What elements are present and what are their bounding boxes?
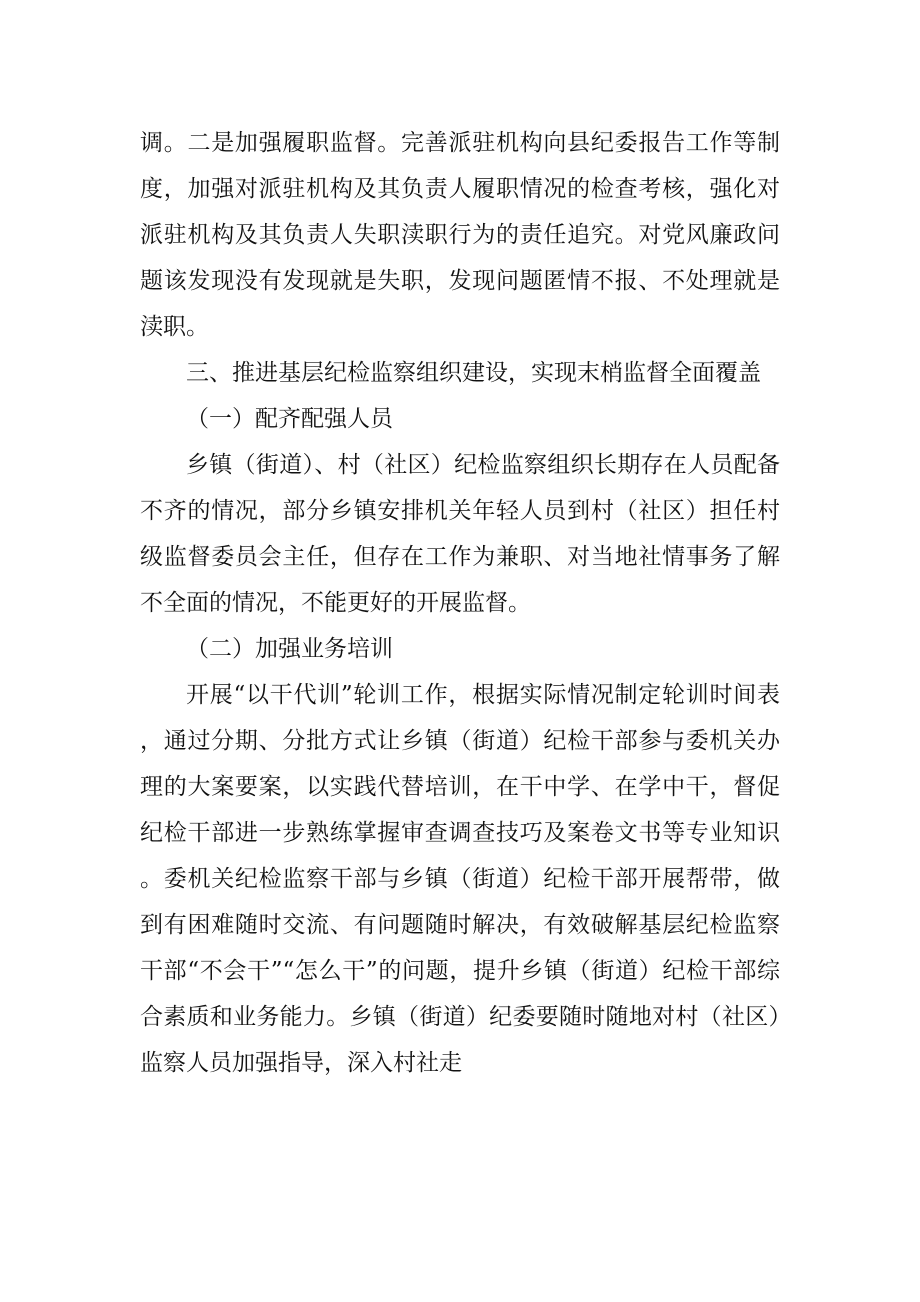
document-body — [140, 120, 780, 1086]
paragraph-training: 开展“以干代训”轮训工作，根据实际情况制定轮训时间表，通过分期、分批方式让乡镇（街道）纪检干部参与委机关办理的大案要案，以实践代替培训，在干中学、在学中干，督促纪检干部进一步熟练掌握审查调查技巧及案卷文书等专业知识。委机关纪检监察干部与乡镇（街道）纪检干部开展帮带，做到有困难随时交流、有问题随时解决，有效破解基层纪检监察干部“不会干”“怎么干”的问题，提升乡镇（街道）纪检干部综合素质和业务能力。乡镇（街道）纪委要随时随地对村（社区）监察人员加强指导，深入村社走 — [140, 682, 780, 1076]
section-heading-three: 三、推进基层纪检监察组织建设，实现末梢监督全面覆盖 — [186, 360, 761, 386]
paragraph-supervision-continued: 调。二是加强履职监督。完善派驻机构向县纪委报告工作等制度，加强对派驻机构及其负责人履职情况的检查考核，强化对派驻机构及其负责人失职渎职行为的责任追究。对党风廉政问题该发现没有发现就是失职，发现问题匿情不报、不处理就是渎职。 — [140, 130, 780, 340]
subheading-training: （二）加强业务培训 — [186, 636, 393, 662]
subheading-staffing: （一）配齐配强人员 — [186, 406, 393, 432]
paragraph-staffing: 乡镇（街道）、村（社区）纪检监察组织长期存在人员配备不齐的情况，部分乡镇安排机关年轻人员到村（社区）担任村级监督委员会主任，但存在工作为兼职、对当地社情事务了解不全面的情况，不能更好的开展监督。 — [140, 452, 780, 616]
